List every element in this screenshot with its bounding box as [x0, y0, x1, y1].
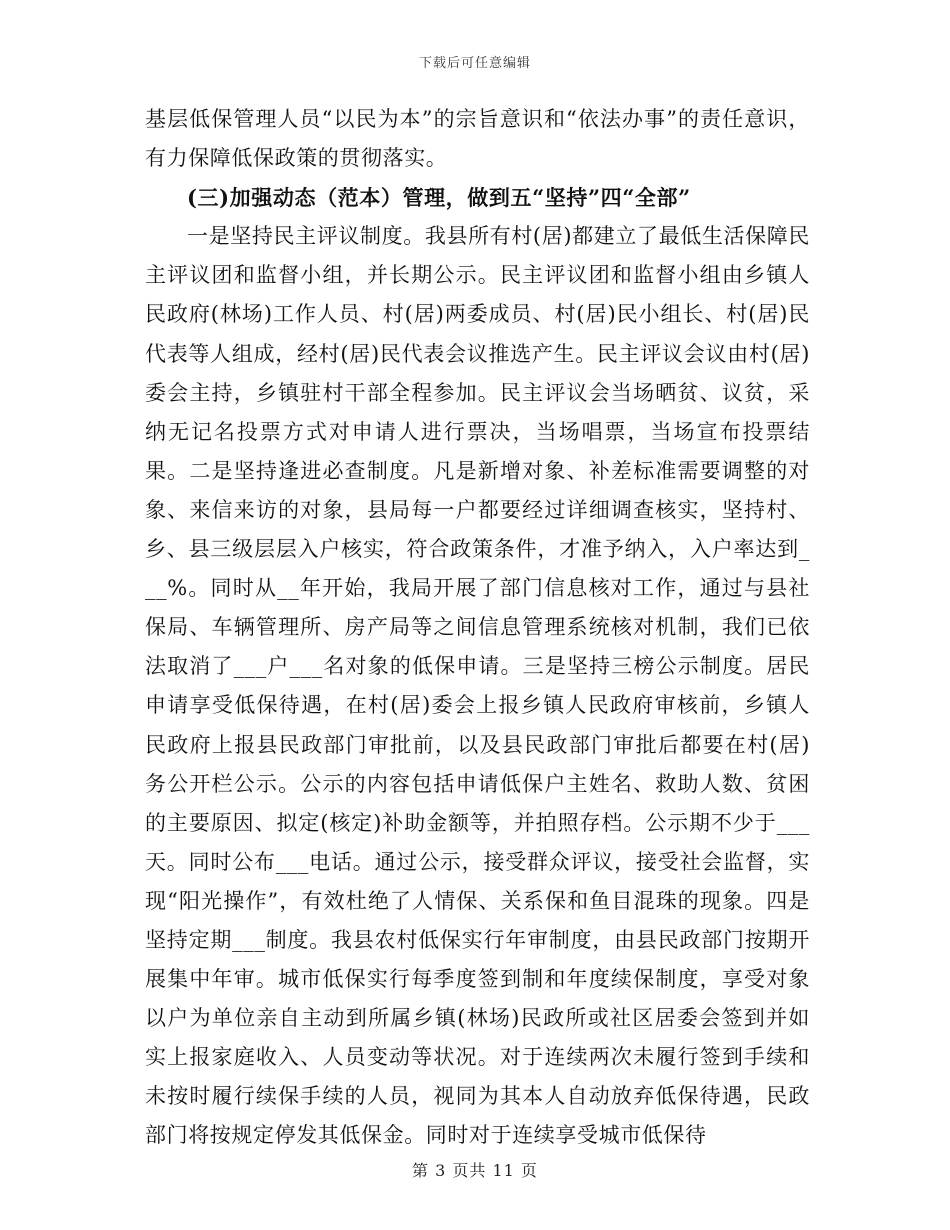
header-note: 下载后可任意编辑	[418, 56, 531, 71]
section-heading: (三)加强动态（范本）管理，做到五“坚持”四“全部”	[187, 185, 691, 211]
continuation-paragraph: 基层低保管理人员“以民为本”的宗旨意识和“依法办事”的责任意识，有力保障低保政策的贯彻落实。	[145, 107, 810, 171]
document-body	[145, 100, 810, 1156]
body-paragraph: 一是坚持民主评议制度。我县所有村(居)都建立了最低生活保障民主评议团和监督小组，并长期公示。民主评议团和监督小组由乡镇人民政府(林场)工作人员、村(居)两委成员、村(居)民小组长、村(居)民代表等人组成，经村(居)民代表会议推选产生。民主评议会议由村(居)委会主持，乡镇驻村干部全程参加。民主评议会当场晒贫、议贫，采纳无记名投票方式对申请人进行票决，当场唱票，当场宣布投票结果。二是坚持逢进必查制度。凡是新增对象、补差标准需要调整的对象、来信来访的对象，县局每一户都要经过详细调查核实，坚持村、乡、县三级层层入户核实，符合政策条件，才准予纳入，入户率达到___%。同时从__年开始，我局开展了部门信息核对工作，通过与县社保局、车辆管理所、房产局等之间信息管理系统核对机制，我们已依法取消了___户___名对象的低保申请。三是坚持三榜公示制度。居民申请享受低保待遇，在村(居)委会上报乡镇人民政府审核前，乡镇人民政府上报县民政部门审批前，以及县民政部门审批后都要在村(居)务公开栏公示。公示的内容包括申请低保户主姓名、救助人数、贫困的主要原因、拟定(核定)补助金额等，并拍照存档。公示期不少于___天。同时公布___电话。通过公示，接受群众评议，接受社会监督，实现“阳光操作”，有效杜绝了人情保、关系保和鱼目混珠的现象。四是坚持定期___制度。我县农村低保实行年审制度，由县民政部门按期开展集中年审。城市低保实行每季度签到制和年度续保制度，享受对象以户为单位亲自主动到所属乡镇(林场)民政所或社区居委会签到并如实上报家庭收入、人员变动等状况。对于连续两次未履行签到手续和未按时履行续保手续的人员，视同为其本人自动放弃低保待遇，民政部门将按规定停发其低保金。同时对于连续享受城市低保待	[145, 224, 810, 1148]
page-number: 第 3 页共 11 页	[412, 1161, 538, 1180]
